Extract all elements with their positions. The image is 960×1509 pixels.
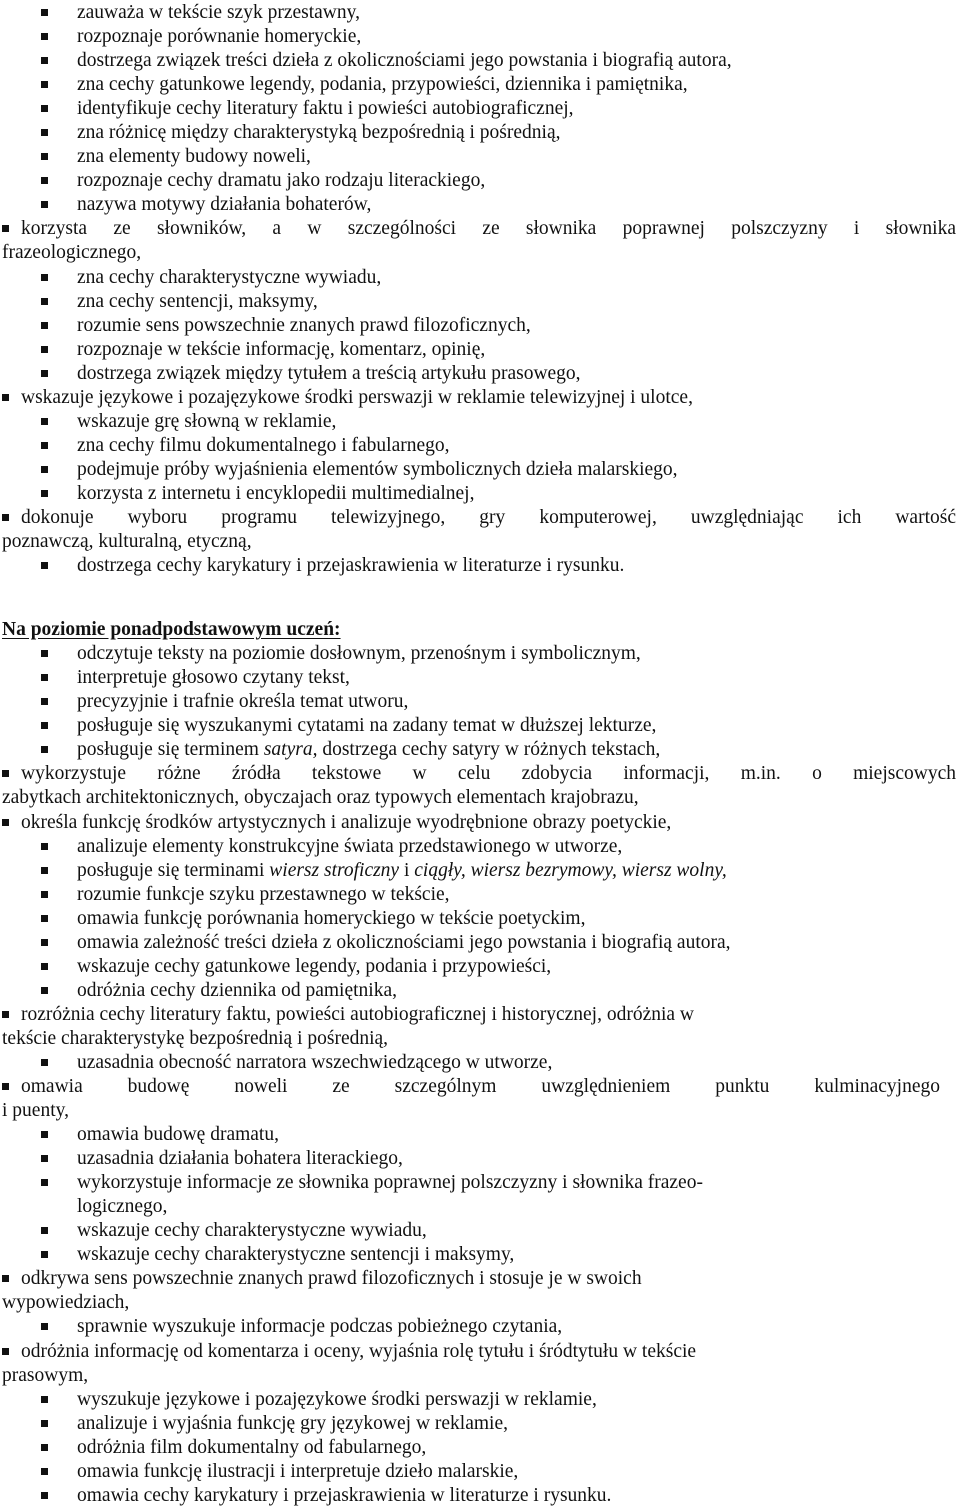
list-item: identyfikuje cechy literatury faktu i powieści autobiograficznej, <box>0 97 960 121</box>
list-item: zna różnicę między charakterystyką bezpośrednią i pośrednią, <box>0 121 960 145</box>
list-item-text: posługuje się terminem satyra, dostrzega cechy satyry w różnych tekstach, <box>77 739 661 761</box>
list-item: rozpoznaje w tekście informację, komentarz, opinię, <box>0 338 960 362</box>
list-item: wykorzystuje informacje ze słownika poprawnej polszczyzny i słownika frazeo- <box>0 1171 960 1195</box>
bullet-icon <box>41 746 48 753</box>
bullet-icon <box>41 418 48 425</box>
bullet-icon <box>41 274 48 281</box>
bullet-icon <box>2 394 9 401</box>
list-item: podejmuje próby wyjaśnienia elementów symbolicznych dzieła malarskiego, <box>0 458 960 482</box>
bullet-icon <box>41 81 48 88</box>
list-item: wskazuje językowe i pozajęzykowe środki perswazji w reklamie telewizyjnej i ulotce, <box>0 386 960 410</box>
bullet-icon <box>41 1323 48 1330</box>
bullet-icon <box>41 9 48 16</box>
bullet-icon <box>41 1131 48 1138</box>
list-item: dostrzega cechy karykatury i przejaskrawienia w literaturze i rysunku. <box>0 554 960 578</box>
bullet-icon <box>41 843 48 850</box>
list-item: omawia funkcję ilustracji i interpretuje dzieło malarskie, <box>0 1460 960 1484</box>
list-item: zna cechy sentencji, maksymy, <box>0 290 960 314</box>
term-italic: ciągły, wiersz bezrymowy, wiersz wolny, <box>414 859 727 881</box>
list-item: posługuje się wyszukanymi cytatami na zadany temat w dłuższej lekturze, <box>0 714 960 738</box>
bullet-icon <box>41 562 48 569</box>
list-item: korzysta ze słowników, a w szczególności ze słownika poprawnej polszczyzny i słownika <box>0 217 960 241</box>
bullet-icon <box>41 153 48 160</box>
bullet-icon <box>41 466 48 473</box>
list-item: odróżnia informację od komentarza i oceny, wyjaśnia rolę tytułu i śródtytułu w tekście <box>0 1340 960 1364</box>
term-italic: satyra, <box>263 739 318 761</box>
bullet-icon <box>2 1083 9 1090</box>
list-item: wskazuje cechy charakterystyczne sentencji i maksymy, <box>0 1243 960 1267</box>
list-item: zna cechy charakterystyczne wywiadu, <box>0 266 960 290</box>
bullet-icon <box>41 1444 48 1451</box>
section-heading: Na poziomie ponadpodstawowym uczeń: <box>2 619 341 641</box>
bullet-icon <box>41 33 48 40</box>
bullet-icon <box>41 1468 48 1475</box>
list-item: omawia budowę noweli ze szczególnym uwzględnieniem punktu kulminacyjnego <box>0 1075 960 1099</box>
list-item: wyszukuje językowe i pozajęzykowe środki perswazji w reklamie, <box>0 1388 960 1412</box>
list-item: omawia budowę dramatu, <box>0 1123 960 1147</box>
list-item: rozpoznaje porównanie homeryckie, <box>0 25 960 49</box>
bullet-icon <box>41 722 48 729</box>
bullet-icon <box>41 915 48 922</box>
list-item: analizuje elementy konstrukcyjne świata przedstawionego w utworze, <box>0 835 960 859</box>
bullet-icon <box>41 987 48 994</box>
list-item: interpretuje głosowo czytany tekst, <box>0 666 960 690</box>
list-item: określa funkcję środków artystycznych i analizuje wyodrębnione obrazy poetyckie, <box>0 811 960 835</box>
list-item: omawia funkcję porównania homeryckiego w tekście poetyckim, <box>0 907 960 931</box>
bullet-icon <box>2 514 9 521</box>
list-item: analizuje i wyjaśnia funkcję gry językowej w reklamie, <box>0 1412 960 1436</box>
bullet-icon <box>41 698 48 705</box>
bullet-icon <box>41 201 48 208</box>
bullet-icon <box>2 819 9 826</box>
bullet-icon <box>41 1420 48 1427</box>
bullet-icon <box>41 298 48 305</box>
list-item: uzasadnia obecność narratora wszechwiedzącego w utworze, <box>0 1051 960 1075</box>
list-item-continuation: poznawczą, kulturalną, etyczną, <box>2 531 252 553</box>
bullet-icon <box>41 1492 48 1499</box>
list-item: wskazuje grę słowną w reklamie, <box>0 410 960 434</box>
term-italic: wiersz stroficzny <box>269 859 400 881</box>
bullet-icon <box>41 346 48 353</box>
bullet-icon <box>2 1348 9 1355</box>
list-item-continuation: wypowiedziach, <box>2 1292 130 1314</box>
bullet-icon <box>41 963 48 970</box>
bullet-icon <box>41 674 48 681</box>
list-item: zna cechy gatunkowe legendy, podania, przypowieści, dziennika i pamiętnika, <box>0 73 960 97</box>
list-item-continuation: tekście charakterystykę bezpośrednią i pośrednią, <box>2 1027 389 1049</box>
bullet-icon <box>41 105 48 112</box>
bullet-icon <box>41 1179 48 1186</box>
bullet-icon <box>41 129 48 136</box>
bullet-icon <box>2 225 9 232</box>
list-item: dostrzega związek treści dzieła z okolicznościami jego powstania i biografią autora, <box>0 49 960 73</box>
bullet-icon <box>41 1155 48 1162</box>
bullet-icon <box>41 177 48 184</box>
bullet-icon <box>41 891 48 898</box>
list-item: omawia cechy karykatury i przejaskrawienia w literaturze i rysunku. <box>0 1484 960 1508</box>
list-item: rozumie sens powszechnie znanych prawd filozoficznych, <box>0 314 960 338</box>
list-item-continuation: zabytkach architektonicznych, obyczajach oraz typowych elementach krajobrazu, <box>2 787 639 809</box>
bullet-icon <box>2 1275 9 1282</box>
bullet-icon <box>41 867 48 874</box>
list-item-continuation: logicznego, <box>77 1196 168 1218</box>
list-item: precyzyjnie i trafnie określa temat utworu, <box>0 690 960 714</box>
list-item: wykorzystuje różne źródła tekstowe w celu zdobycia informacji, m.in. o miejscowych <box>0 762 960 786</box>
bullet-icon <box>41 939 48 946</box>
list-item-continuation: prasowym, <box>2 1364 89 1386</box>
list-item: sprawnie wyszukuje informacje podczas pobieżnego czytania, <box>0 1315 960 1339</box>
list-item: odróżnia cechy dziennika od pamiętnika, <box>0 979 960 1003</box>
list-item: rozumie funkcje szyku przestawnego w tekście, <box>0 883 960 907</box>
bullet-icon <box>2 770 9 777</box>
list-item-continuation: frazeologicznego, <box>2 242 142 264</box>
list-item: uzasadnia działania bohatera literackiego, <box>0 1147 960 1171</box>
list-item: nazywa motywy działania bohaterów, <box>0 193 960 217</box>
list-item: korzysta z internetu i encyklopedii multimedialnej, <box>0 482 960 506</box>
bullet-icon <box>41 1251 48 1258</box>
bullet-icon <box>41 57 48 64</box>
list-item-continuation: i puenty, <box>2 1100 69 1122</box>
bullet-icon <box>41 1227 48 1234</box>
list-item: zauważa w tekście szyk przestawny, <box>0 1 960 25</box>
list-item: odczytuje teksty na poziomie dosłownym, przenośnym i symbolicznym, <box>0 642 960 666</box>
section-spacer <box>0 578 960 618</box>
list-item <box>0 859 960 883</box>
list-item: rozróżnia cechy literatury faktu, powieści autobiograficznej i historycznej, odróżnia w <box>0 1003 960 1027</box>
list-item: dokonuje wyboru programu telewizyjnego, gry komputerowej, uwzględniając ich wartość <box>0 506 960 530</box>
bullet-icon <box>41 1396 48 1403</box>
list-item: rozpoznaje cechy dramatu jako rodzaju literackiego, <box>0 169 960 193</box>
list-item: zna elementy budowy noweli, <box>0 145 960 169</box>
bullet-icon <box>41 370 48 377</box>
list-item-text: posługuje się terminami wiersz stroficzny i ciągły, wiersz bezrymowy, wiersz wolny, <box>77 859 727 881</box>
list-item: odkrywa sens powszechnie znanych prawd filozoficznych i stosuje je w swoich <box>0 1267 960 1291</box>
bullet-icon <box>2 1011 9 1018</box>
bullet-icon <box>41 442 48 449</box>
list-item <box>0 738 960 762</box>
bullet-icon <box>41 490 48 497</box>
bullet-icon <box>41 1059 48 1066</box>
list-item: wskazuje cechy gatunkowe legendy, podania i przypowieści, <box>0 955 960 979</box>
list-item: odróżnia film dokumentalny od fabularnego, <box>0 1436 960 1460</box>
list-item: zna cechy filmu dokumentalnego i fabularnego, <box>0 434 960 458</box>
list-item: dostrzega związek między tytułem a treścią artykułu prasowego, <box>0 362 960 386</box>
bullet-icon <box>41 650 48 657</box>
bullet-icon <box>41 322 48 329</box>
list-item: omawia zależność treści dzieła z okolicznościami jego powstania i biografią autora, <box>0 931 960 955</box>
list-item: wskazuje cechy charakterystyczne wywiadu, <box>0 1219 960 1243</box>
